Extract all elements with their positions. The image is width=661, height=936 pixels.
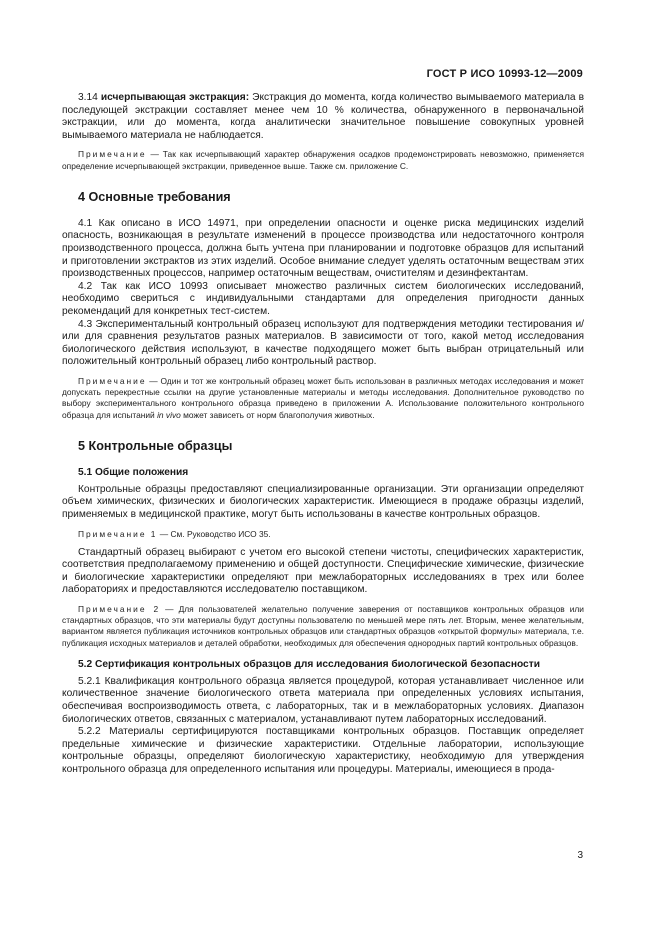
paragraph-4-1: 4.1 Как описано в ИСО 14971, при определении опасности и оценке риска медицинских изделий опасность, возникающая в результате изменений в процессе производства или недостаточного контроля производственного процесса, должна быть учтена при планировании и подготовке образцов для испытаний и приготовлении экстрактов из этих изделий. Особое внимание следует уделять остаточным веществам этих производственных процессов, например остаточным веществам, очистителям и дезинфектантам. — [62, 217, 584, 280]
note-italic: in vivo — [157, 409, 181, 420]
note-text-a: — Один и тот же контрольный образец может быть использован в различных методах исследования и может допускать перекрестные ссылки на другие установленные материалы и методы исследования. Дополнительное руководство по выбору экспериментального контрольного образца приведено в приложении А. Использование положительного контрольного образца для испытаний — [62, 375, 584, 420]
term-definition: Экстракция до момента, когда количество вымываемого материала в последующей экстракции составляет менее чем 10 % количества, обнаруженного в первоначальной экстракции, или до момента, когда аналитически значительное повышение совокупных уровней вымываемого материала не наблюдается. — [62, 92, 584, 141]
note-label: Примечание — [78, 149, 147, 160]
paragraph-5-1-a: Контрольные образцы предоставляют специализированные организации. Эти организации определяют объем химических, физических и биологических характеристик. Имеющиеся в продаже образцы изделий, применяемых в медицинской практике, могут быть использованы в качестве контрольных образцов. — [62, 483, 584, 520]
note-text-b: может зависеть от норм благополучия животных. — [180, 409, 375, 420]
section-4-heading: 4 Основные требования — [78, 189, 231, 204]
standard-code-header: ГОСТ Р ИСО 10993-12—2009 — [426, 68, 583, 80]
note-5-1-2 — [62, 604, 584, 649]
note-label: Примечание 1 — [78, 528, 158, 539]
note-5-1-1 — [62, 529, 584, 540]
note-label: Примечание — [78, 375, 147, 386]
subsection-5-1-heading: 5.1 Общие положения — [78, 466, 189, 478]
subsection-5-2-heading: 5.2 Сертификация контрольных образцов для исследования биологической безопасности — [78, 658, 540, 670]
paragraph-5-1-b: Стандартный образец выбирают с учетом его высокой степени чистоты, специфических характеристик, соответствия предполагаемому применению и общей доступности. Специфические химические, физические и биологические характеристики определяют при межлабораторных исследованиях в трех или более лабораториях и предоставляются исследователю поставщиком. — [62, 546, 584, 596]
page-number: 3 — [577, 850, 583, 861]
page-content — [62, 92, 584, 777]
paragraph-4-3: 4.3 Экспериментальный контрольный образец используют для подтверждения методики тестирования и/или для сравнения результатов разных материалов. В зависимости от того, какой метод исследования биологического действия используют, в качестве подходящего может быть выбран отрицательный или положительный контрольный образец либо контрольный раствор. — [62, 318, 584, 368]
note-label: Примечание 2 — [78, 604, 161, 615]
note-text: — См. Руководство ИСО 35. — [157, 528, 271, 539]
paragraph-5-2-2: 5.2.2 Материалы сертифицируются поставщиками контрольных образцов. Поставщик определяет предельные химические и физические характеристики. Отдельные лаборатории, использующие контрольные образцы, определяют биологическую характеристику, необходимую для утверждения контрольного образца для определенного испытания или процедуры. Материалы, имеющиеся в прода- — [62, 726, 584, 776]
term-name: исчерпывающая экстракция: — [100, 92, 250, 103]
term-number: 3.14 — [78, 92, 98, 103]
note-4-3 — [62, 376, 584, 421]
note-text: — Для пользователей желательно получение заверения от поставщиков контрольных образцов или стандартных образцов, что эти материалы будут доступны пользователю по меньшей мере пять лет. Вторым, менее желательным, вариантом является публикация источников контрольных образцов или стандартных образцов «открытой формулы» материала, т.е. публикация исходных материалов и деталей обработки, необходимых для обеспечения однородных партий контрольных образцов. — [62, 604, 584, 648]
paragraph-4-2: 4.2 Так как ИСО 10993 описывает множество различных систем биологических исследований, необходимо свериться с индивидуальными стандартами для определения пригодности данных рекомендаций для конкретных тест-систем. — [62, 280, 584, 317]
section-5-heading: 5 Контрольные образцы — [78, 438, 233, 453]
term-3-14 — [62, 92, 584, 142]
note-3-14 — [62, 149, 584, 171]
paragraph-5-2-1: 5.2.1 Квалификация контрольного образца является процедурой, которая устанавливает численное или количественное значение биологического ответа материала при определенных условиях испытания, обеспечивая воспроизводимость ответа, с лабораторных, так и в межлабораторных условиях. Диапазон биологических ответов, связанных с материалом, устанавливают путем лабораторных исследований. — [62, 675, 584, 725]
note-text: — Так как исчерпывающий характер обнаружения осадков продемонстрировать невозможно, применяется определение исчерпывающей экстракции, приведенное выше. Также см. приложение С. — [62, 149, 584, 171]
